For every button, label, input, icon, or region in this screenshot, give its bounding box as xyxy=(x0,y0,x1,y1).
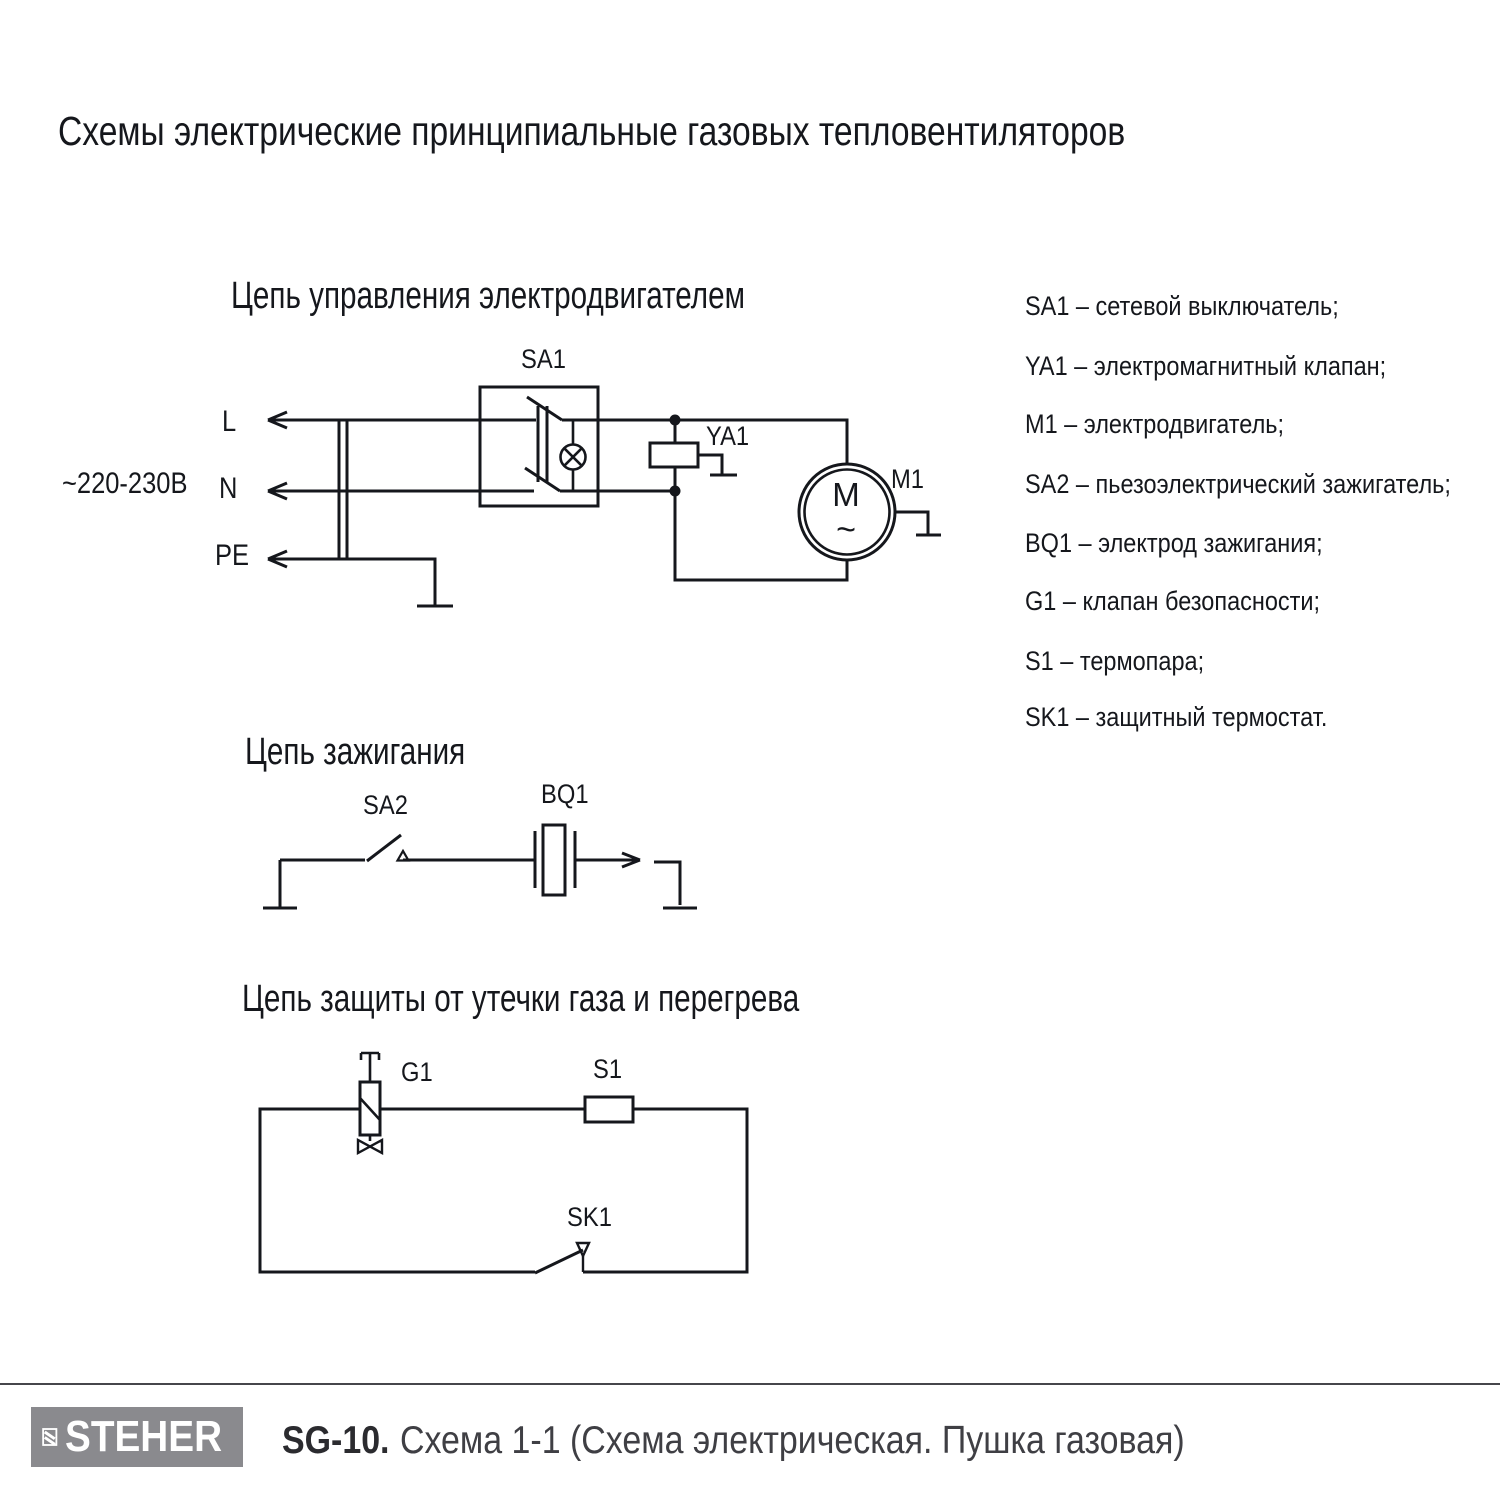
bq1-label: BQ1 xyxy=(541,779,589,809)
legend-item: SA2 – пьезоэлектрический зажигатель; xyxy=(1025,469,1451,499)
protection-circuit-diagram xyxy=(260,1053,747,1273)
steher-logo-icon xyxy=(42,1417,58,1457)
sa1-switch-symbol xyxy=(480,387,598,506)
ya1-ground-symbol xyxy=(698,455,722,474)
s1-thermocouple-symbol xyxy=(585,1097,633,1122)
s1-label: S1 xyxy=(593,1054,623,1084)
legend-item: S1 – термопара; xyxy=(1025,646,1205,676)
ignition-electrode-ground xyxy=(654,862,697,908)
ya1-label: YA1 xyxy=(706,421,750,451)
brand-logo xyxy=(31,1407,243,1467)
footer-divider xyxy=(0,1383,1500,1385)
motor-letter: M xyxy=(832,476,860,513)
sk1-label: SK1 xyxy=(567,1202,612,1232)
spark-arrow xyxy=(575,853,640,867)
power-lines xyxy=(268,412,536,605)
footer-caption-line xyxy=(282,1419,1185,1463)
legend-item: M1 – электродвигатель; xyxy=(1025,409,1285,439)
line-label-n: N xyxy=(219,472,238,505)
legend-item: G1 – клапан безопасности; xyxy=(1025,586,1321,616)
sk1-thermostat-symbol xyxy=(535,1243,589,1273)
sa2-label: SA2 xyxy=(363,790,408,820)
g1-valve-symbol xyxy=(358,1053,382,1153)
legend-item: YA1 – электромагнитный клапан; xyxy=(1025,351,1387,381)
line-label-l: L xyxy=(222,405,237,438)
voltage-label: ~220-230В xyxy=(62,467,188,500)
circuit3-title: Цепь защиты от утечки газа и перегрева xyxy=(242,978,800,1020)
footer-model-code: SG-10. xyxy=(282,1419,390,1462)
sa1-label: SA1 xyxy=(521,344,566,374)
ignition-ground-left xyxy=(263,860,297,908)
sa2-switch-symbol xyxy=(367,835,409,861)
circuit2-title: Цепь зажигания xyxy=(245,731,466,773)
g1-label: G1 xyxy=(401,1057,433,1087)
m1-ground-symbol xyxy=(895,512,928,534)
footer-caption: Схема 1-1 (Схема электрическая. Пушка газовая) xyxy=(399,1419,1185,1462)
page-title: Схемы электрические принципиальные газовых тепловентиляторов xyxy=(58,108,1126,154)
legend-item: SK1 – защитный термостат. xyxy=(1025,702,1328,732)
line-label-pe: PE xyxy=(215,539,250,572)
motor-control-circuit-diagram xyxy=(268,387,941,606)
m1-label: M1 xyxy=(891,464,925,494)
protection-loop xyxy=(260,1109,747,1272)
ignition-circuit-diagram xyxy=(263,825,697,908)
circuit1-title: Цепь управления электродвигателем xyxy=(231,275,745,317)
bq1-piezo-symbol xyxy=(535,825,575,895)
motor-ac-symbol: ~ xyxy=(836,511,856,549)
legend-item: BQ1 – электрод зажигания; xyxy=(1025,528,1323,558)
legend-item: SA1 – сетевой выключатель; xyxy=(1025,291,1339,321)
brand-name: STEHER xyxy=(64,1412,222,1461)
